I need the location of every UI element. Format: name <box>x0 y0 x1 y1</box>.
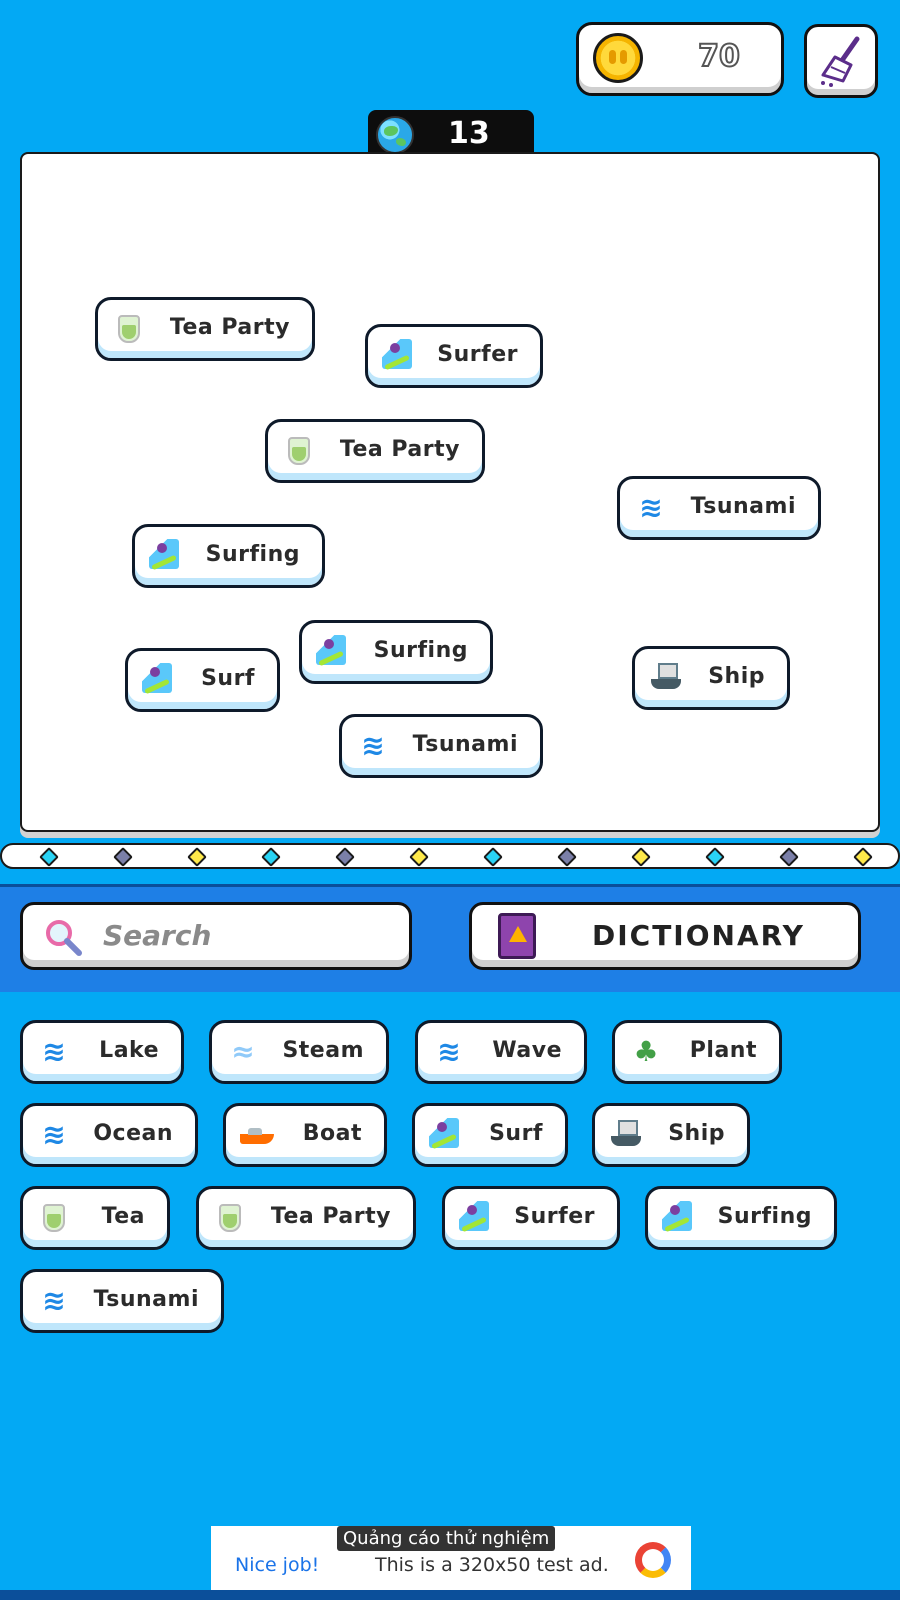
board-chip[interactable]: Surf <box>125 648 280 712</box>
clear-board-button[interactable] <box>804 24 878 98</box>
gem-icon <box>705 847 725 867</box>
inventory-item[interactable]: ♣ Plant <box>612 1020 782 1084</box>
gem-icon <box>483 847 503 867</box>
coin-counter[interactable] <box>576 22 784 96</box>
board-chip[interactable]: ≋ Tsunami <box>617 476 821 540</box>
ship-icon <box>609 1118 643 1148</box>
inventory-item[interactable]: ≋ Ocean <box>20 1103 198 1167</box>
divider-strip <box>0 843 900 869</box>
board-chip[interactable]: Ship <box>632 646 790 710</box>
gem-icon <box>409 847 429 867</box>
play-board[interactable] <box>20 152 880 832</box>
bottom-bar <box>0 1590 900 1600</box>
tea-icon <box>288 437 310 465</box>
inventory-item[interactable]: Tea <box>20 1186 170 1250</box>
wave-icon: ≋ <box>639 491 663 524</box>
wave-icon: ≋ <box>42 1284 66 1317</box>
globe-icon <box>376 116 414 154</box>
steam-icon: ≈ <box>231 1035 255 1068</box>
ad-headline: Nice job! <box>235 1554 320 1576</box>
inventory-item[interactable]: Surfer <box>442 1186 620 1250</box>
board-chip[interactable]: Surfing <box>299 620 493 684</box>
broom-icon <box>817 35 867 89</box>
board-chip[interactable]: Surfing <box>132 524 325 588</box>
board-chip[interactable]: Tea Party <box>265 419 485 483</box>
gem-icon <box>335 847 355 867</box>
gem-icon <box>39 847 59 867</box>
coin-value: 70 <box>698 39 740 74</box>
surfer-icon <box>382 339 412 369</box>
wave-icon: ≋ <box>437 1035 461 1068</box>
dictionary-button[interactable] <box>469 902 861 970</box>
inventory-item[interactable]: ≋ Tsunami <box>20 1269 224 1333</box>
wave-icon: ≋ <box>361 729 385 762</box>
surfer-icon <box>459 1201 489 1231</box>
gem-icon <box>113 847 133 867</box>
gem-icon <box>557 847 577 867</box>
boat-icon <box>240 1118 274 1152</box>
inventory-item[interactable]: Boat <box>223 1103 387 1167</box>
plant-icon: ♣ <box>633 1035 659 1068</box>
ad-test-label: Quảng cáo thử nghiệm <box>337 1526 555 1551</box>
search-icon <box>43 917 83 957</box>
coin-icon <box>593 33 643 83</box>
ad-text: This is a 320x50 test ad. <box>375 1554 609 1576</box>
inventory-item[interactable]: ≈ Steam <box>209 1020 389 1084</box>
tea-icon <box>219 1204 241 1232</box>
search-box[interactable] <box>20 902 412 970</box>
gem-icon <box>779 847 799 867</box>
board-chip[interactable]: ≋ Tsunami <box>339 714 543 778</box>
gem-icon <box>631 847 651 867</box>
inventory-item[interactable]: Tea Party <box>196 1186 416 1250</box>
surfer-icon <box>316 635 346 665</box>
surfer-icon <box>662 1201 692 1231</box>
board-chip[interactable]: Surfer <box>365 324 543 388</box>
inventory-item[interactable]: ≋ Lake <box>20 1020 184 1084</box>
inventory-item[interactable]: ≋ Wave <box>415 1020 587 1084</box>
surfer-icon <box>149 539 179 569</box>
ad-banner[interactable] <box>211 1526 691 1600</box>
inventory-item[interactable]: Surfing <box>645 1186 837 1250</box>
ship-icon <box>649 661 683 691</box>
search-input[interactable] <box>103 915 393 955</box>
gem-icon <box>261 847 281 867</box>
inventory-item[interactable]: Ship <box>592 1103 750 1167</box>
tea-icon <box>118 315 140 343</box>
surfer-icon <box>142 663 172 693</box>
ad-logo-icon <box>635 1542 671 1578</box>
dictionary-label: DICTIONARY <box>592 919 805 952</box>
wave-icon: ≋ <box>42 1035 66 1068</box>
discovered-count: 13 <box>448 116 490 151</box>
gem-icon <box>187 847 207 867</box>
board-chip[interactable]: Tea Party <box>95 297 315 361</box>
tea-icon <box>43 1204 65 1232</box>
book-icon <box>498 913 536 959</box>
surfer-icon <box>429 1118 459 1148</box>
wave-icon: ≋ <box>42 1118 66 1151</box>
inventory-item[interactable]: Surf <box>412 1103 568 1167</box>
gem-icon <box>853 847 873 867</box>
